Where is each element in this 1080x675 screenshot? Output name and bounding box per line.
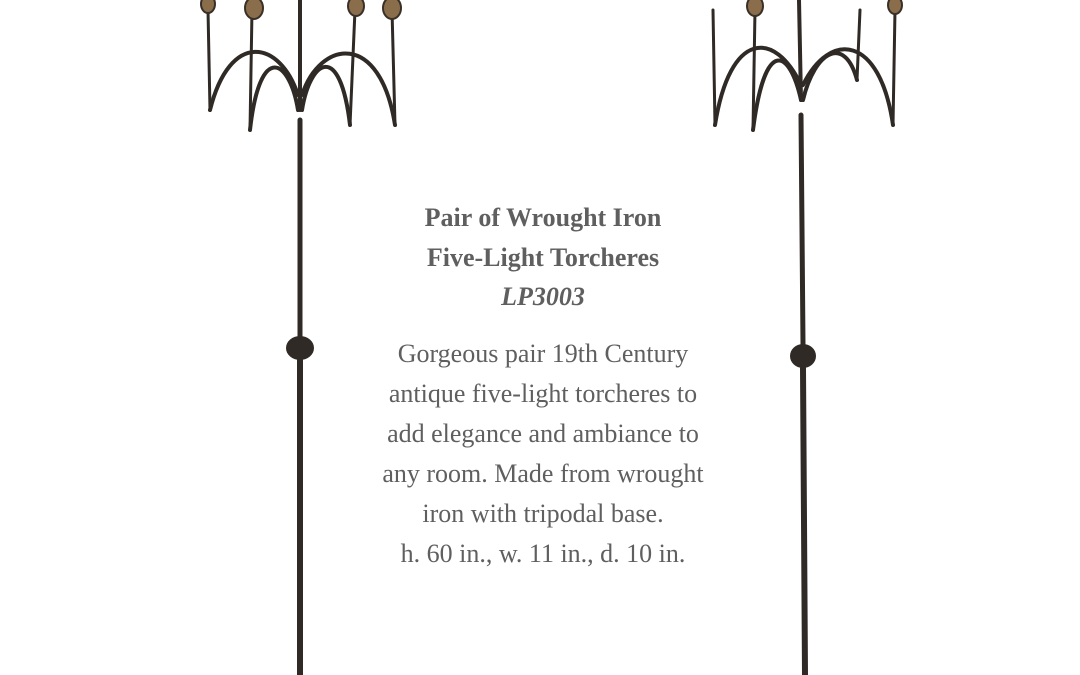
product-title-line1: Pair of Wrought Iron bbox=[424, 203, 662, 232]
right-torchere-image bbox=[695, 0, 925, 675]
product-description: Gorgeous pair 19th Century antique five-light torcheres to add elegance and ambiance to any room. Made from wrought iron with tripodal base. bbox=[382, 339, 704, 528]
product-dimensions: h. 60 in., w. 11 in., d. 10 in. bbox=[400, 539, 686, 568]
product-title-line2: Five-Light Torcheres bbox=[426, 243, 660, 272]
product-info bbox=[380, 198, 706, 574]
product-code: LP3003 bbox=[501, 282, 585, 311]
